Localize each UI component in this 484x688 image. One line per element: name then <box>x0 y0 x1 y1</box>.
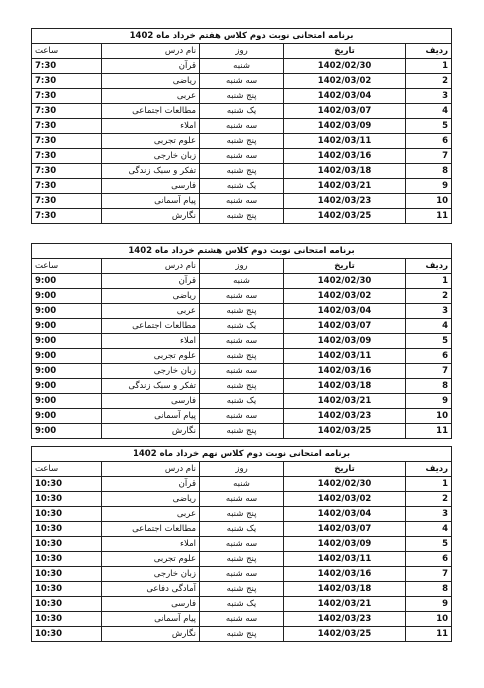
subject-cell: پیام آسمانی <box>102 409 200 424</box>
row-number-cell: 7 <box>406 364 452 379</box>
subject-cell: نگارش <box>102 424 200 439</box>
table-row <box>32 134 452 149</box>
day-cell: یک شنبه <box>200 319 284 334</box>
date-cell: 1402/02/30 <box>284 477 406 492</box>
table-row <box>32 409 452 424</box>
row-number-cell: 11 <box>406 424 452 439</box>
subject-cell: زبان خارجی <box>102 149 200 164</box>
table-row <box>32 334 452 349</box>
row-number-cell: 11 <box>406 209 452 224</box>
day-cell: یک شنبه <box>200 104 284 119</box>
subject-cell: قرآن <box>102 274 200 289</box>
header-row-number: ردیف <box>406 259 452 274</box>
time-cell: 9:00 <box>32 394 102 409</box>
table-row <box>32 119 452 134</box>
time-cell: 10:30 <box>32 597 102 612</box>
table-row <box>32 492 452 507</box>
exam-schedule-table <box>31 28 452 224</box>
table-row <box>32 74 452 89</box>
row-number-cell: 2 <box>406 289 452 304</box>
table-row <box>32 537 452 552</box>
row-number-cell: 9 <box>406 597 452 612</box>
time-cell: 9:00 <box>32 319 102 334</box>
row-number-cell: 6 <box>406 552 452 567</box>
date-cell: 1402/03/02 <box>284 492 406 507</box>
row-number-cell: 9 <box>406 394 452 409</box>
row-number-cell: 8 <box>406 582 452 597</box>
day-cell: یک شنبه <box>200 394 284 409</box>
schedule-title: برنامه امتحانی نوبت دوم کلاس هفتم خرداد ماه 1402 <box>32 29 452 44</box>
row-number-cell: 2 <box>406 492 452 507</box>
time-cell: 9:00 <box>32 424 102 439</box>
header-day: روز <box>200 462 284 477</box>
table-row <box>32 507 452 522</box>
subject-cell: عربی <box>102 89 200 104</box>
subject-cell: پیام آسمانی <box>102 194 200 209</box>
subject-cell: ریاضی <box>102 289 200 304</box>
subject-cell: املاء <box>102 537 200 552</box>
time-cell: 7:30 <box>32 134 102 149</box>
table-row <box>32 289 452 304</box>
date-cell: 1402/03/23 <box>284 194 406 209</box>
schedule-title: برنامه امتحانی نوبت دوم کلاس هشتم خرداد ماه 1402 <box>32 244 452 259</box>
row-number-cell: 4 <box>406 522 452 537</box>
subject-cell: فارسی <box>102 394 200 409</box>
subject-cell: تفکر و سبک زندگی <box>102 379 200 394</box>
day-cell: پنج شنبه <box>200 582 284 597</box>
subject-cell: عربی <box>102 507 200 522</box>
day-cell: سه شنبه <box>200 612 284 627</box>
table-row <box>32 149 452 164</box>
row-number-cell: 10 <box>406 194 452 209</box>
day-cell: سه شنبه <box>200 364 284 379</box>
time-cell: 7:30 <box>32 164 102 179</box>
subject-cell: فارسی <box>102 597 200 612</box>
table-row <box>32 179 452 194</box>
header-time: ساعت <box>32 462 102 477</box>
table-row <box>32 424 452 439</box>
date-cell: 1402/03/11 <box>284 552 406 567</box>
row-number-cell: 8 <box>406 164 452 179</box>
subject-cell: زبان خارجی <box>102 567 200 582</box>
date-cell: 1402/03/23 <box>284 612 406 627</box>
time-cell: 7:30 <box>32 74 102 89</box>
date-cell: 1402/03/04 <box>284 304 406 319</box>
date-cell: 1402/03/09 <box>284 334 406 349</box>
day-cell: سه شنبه <box>200 149 284 164</box>
date-cell: 1402/03/04 <box>284 507 406 522</box>
table-row <box>32 379 452 394</box>
date-cell: 1402/03/21 <box>284 597 406 612</box>
day-cell: پنج شنبه <box>200 209 284 224</box>
table-row <box>32 522 452 537</box>
date-cell: 1402/03/09 <box>284 119 406 134</box>
header-subject: نام درس <box>102 259 200 274</box>
time-cell: 10:30 <box>32 492 102 507</box>
day-cell: شنبه <box>200 477 284 492</box>
row-number-cell: 10 <box>406 409 452 424</box>
subject-cell: آمادگی دفاعی <box>102 582 200 597</box>
day-cell: سه شنبه <box>200 409 284 424</box>
day-cell: سه شنبه <box>200 334 284 349</box>
date-cell: 1402/03/18 <box>284 582 406 597</box>
time-cell: 9:00 <box>32 304 102 319</box>
day-cell: پنج شنبه <box>200 379 284 394</box>
time-cell: 7:30 <box>32 104 102 119</box>
date-cell: 1402/03/04 <box>284 89 406 104</box>
date-cell: 1402/02/30 <box>284 59 406 74</box>
date-cell: 1402/03/16 <box>284 149 406 164</box>
subject-cell: زبان خارجی <box>102 364 200 379</box>
date-cell: 1402/03/21 <box>284 394 406 409</box>
time-cell: 10:30 <box>32 552 102 567</box>
table-row <box>32 319 452 334</box>
day-cell: یک شنبه <box>200 179 284 194</box>
row-number-cell: 5 <box>406 537 452 552</box>
row-number-cell: 6 <box>406 349 452 364</box>
time-cell: 9:00 <box>32 274 102 289</box>
date-cell: 1402/03/16 <box>284 364 406 379</box>
table-row <box>32 364 452 379</box>
subject-cell: فارسی <box>102 179 200 194</box>
subject-cell: علوم تجربی <box>102 349 200 364</box>
table-row <box>32 394 452 409</box>
table-row <box>32 612 452 627</box>
day-cell: شنبه <box>200 274 284 289</box>
header-time: ساعت <box>32 44 102 59</box>
date-cell: 1402/03/25 <box>284 209 406 224</box>
subject-cell: مطالعات اجتماعی <box>102 319 200 334</box>
time-cell: 10:30 <box>32 507 102 522</box>
day-cell: شنبه <box>200 59 284 74</box>
subject-cell: ریاضی <box>102 492 200 507</box>
subject-cell: تفکر و سبک زندگی <box>102 164 200 179</box>
time-cell: 7:30 <box>32 194 102 209</box>
subject-cell: عربی <box>102 304 200 319</box>
subject-cell: املاء <box>102 119 200 134</box>
time-cell: 9:00 <box>32 409 102 424</box>
time-cell: 10:30 <box>32 582 102 597</box>
row-number-cell: 4 <box>406 104 452 119</box>
row-number-cell: 1 <box>406 59 452 74</box>
table-row <box>32 477 452 492</box>
time-cell: 7:30 <box>32 119 102 134</box>
row-number-cell: 9 <box>406 179 452 194</box>
subject-cell: قرآن <box>102 59 200 74</box>
time-cell: 10:30 <box>32 567 102 582</box>
exam-schedule-table <box>31 446 452 642</box>
row-number-cell: 8 <box>406 379 452 394</box>
time-cell: 10:30 <box>32 522 102 537</box>
row-number-cell: 3 <box>406 304 452 319</box>
time-cell: 9:00 <box>32 334 102 349</box>
row-number-cell: 5 <box>406 334 452 349</box>
table-row <box>32 194 452 209</box>
time-cell: 7:30 <box>32 59 102 74</box>
row-number-cell: 3 <box>406 89 452 104</box>
time-cell: 7:30 <box>32 149 102 164</box>
subject-cell: قرآن <box>102 477 200 492</box>
table-row <box>32 89 452 104</box>
table-row <box>32 209 452 224</box>
date-cell: 1402/03/18 <box>284 164 406 179</box>
time-cell: 9:00 <box>32 379 102 394</box>
row-number-cell: 5 <box>406 119 452 134</box>
day-cell: پنج شنبه <box>200 89 284 104</box>
table-row <box>32 59 452 74</box>
header-subject: نام درس <box>102 44 200 59</box>
row-number-cell: 3 <box>406 507 452 522</box>
time-cell: 9:00 <box>32 289 102 304</box>
time-cell: 10:30 <box>32 477 102 492</box>
date-cell: 1402/03/02 <box>284 74 406 89</box>
header-time: ساعت <box>32 259 102 274</box>
time-cell: 9:00 <box>32 364 102 379</box>
day-cell: سه شنبه <box>200 119 284 134</box>
row-number-cell: 11 <box>406 627 452 642</box>
date-cell: 1402/03/09 <box>284 537 406 552</box>
row-number-cell: 2 <box>406 74 452 89</box>
subject-cell: نگارش <box>102 209 200 224</box>
time-cell: 7:30 <box>32 89 102 104</box>
time-cell: 10:30 <box>32 612 102 627</box>
time-cell: 10:30 <box>32 537 102 552</box>
date-cell: 1402/03/07 <box>284 522 406 537</box>
day-cell: سه شنبه <box>200 74 284 89</box>
date-cell: 1402/02/30 <box>284 274 406 289</box>
row-number-cell: 6 <box>406 134 452 149</box>
subject-cell: پیام آسمانی <box>102 612 200 627</box>
subject-cell: علوم تجربی <box>102 134 200 149</box>
day-cell: یک شنبه <box>200 597 284 612</box>
table-row <box>32 304 452 319</box>
date-cell: 1402/03/21 <box>284 179 406 194</box>
row-number-cell: 10 <box>406 612 452 627</box>
day-cell: پنج شنبه <box>200 507 284 522</box>
header-date: تاریخ <box>284 44 406 59</box>
table-row <box>32 349 452 364</box>
row-number-cell: 1 <box>406 274 452 289</box>
date-cell: 1402/03/07 <box>284 104 406 119</box>
day-cell: پنج شنبه <box>200 304 284 319</box>
date-cell: 1402/03/25 <box>284 424 406 439</box>
table-row <box>32 597 452 612</box>
time-cell: 7:30 <box>32 179 102 194</box>
table-row <box>32 582 452 597</box>
day-cell: پنج شنبه <box>200 349 284 364</box>
date-cell: 1402/03/11 <box>284 349 406 364</box>
date-cell: 1402/03/02 <box>284 289 406 304</box>
subject-cell: ریاضی <box>102 74 200 89</box>
day-cell: سه شنبه <box>200 492 284 507</box>
date-cell: 1402/03/18 <box>284 379 406 394</box>
day-cell: سه شنبه <box>200 537 284 552</box>
day-cell: سه شنبه <box>200 194 284 209</box>
table-row <box>32 552 452 567</box>
schedule-title: برنامه امتحانی نوبت دوم کلاس نهم خرداد ماه 1402 <box>32 447 452 462</box>
table-row <box>32 627 452 642</box>
day-cell: پنج شنبه <box>200 627 284 642</box>
date-cell: 1402/03/25 <box>284 627 406 642</box>
header-row-number: ردیف <box>406 462 452 477</box>
date-cell: 1402/03/11 <box>284 134 406 149</box>
time-cell: 7:30 <box>32 209 102 224</box>
row-number-cell: 7 <box>406 149 452 164</box>
subject-cell: مطالعات اجتماعی <box>102 104 200 119</box>
table-row <box>32 164 452 179</box>
time-cell: 10:30 <box>32 627 102 642</box>
subject-cell: املاء <box>102 334 200 349</box>
day-cell: پنج شنبه <box>200 164 284 179</box>
day-cell: پنج شنبه <box>200 424 284 439</box>
day-cell: یک شنبه <box>200 522 284 537</box>
table-row <box>32 104 452 119</box>
row-number-cell: 7 <box>406 567 452 582</box>
date-cell: 1402/03/16 <box>284 567 406 582</box>
exam-schedule-table <box>31 243 452 439</box>
day-cell: پنج شنبه <box>200 134 284 149</box>
header-date: تاریخ <box>284 259 406 274</box>
row-number-cell: 1 <box>406 477 452 492</box>
date-cell: 1402/03/07 <box>284 319 406 334</box>
table-row <box>32 567 452 582</box>
table-row <box>32 274 452 289</box>
header-subject: نام درس <box>102 462 200 477</box>
day-cell: سه شنبه <box>200 567 284 582</box>
header-day: روز <box>200 44 284 59</box>
day-cell: سه شنبه <box>200 289 284 304</box>
row-number-cell: 4 <box>406 319 452 334</box>
time-cell: 9:00 <box>32 349 102 364</box>
date-cell: 1402/03/23 <box>284 409 406 424</box>
subject-cell: مطالعات اجتماعی <box>102 522 200 537</box>
header-day: روز <box>200 259 284 274</box>
subject-cell: نگارش <box>102 627 200 642</box>
header-row-number: ردیف <box>406 44 452 59</box>
header-date: تاریخ <box>284 462 406 477</box>
subject-cell: علوم تجربی <box>102 552 200 567</box>
day-cell: پنج شنبه <box>200 552 284 567</box>
